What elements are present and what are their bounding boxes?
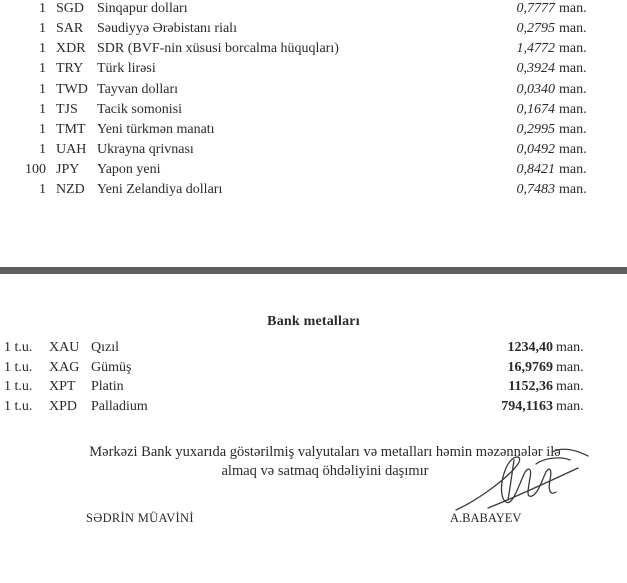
currency-quantity: 1 [39,82,46,97]
currency-name: Ukrayna qrivnası [97,142,194,157]
currency-name: Yeni türkmən manatı [97,122,215,137]
currency-unit: man. [559,162,587,177]
currency-quantity: 1 [39,41,46,56]
currency-name: SDR (BVF-nin xüsusi borcalma hüquqları) [97,41,339,56]
currency-row [0,120,627,140]
currency-quantity: 1 [39,122,46,137]
disclaimer-line-1: Mərkəzi Bank yuxarıda göstərilmiş valyutaları və metalları həmin məzənnələr ilə [89,444,561,460]
metal-unit: man. [556,379,584,394]
currency-name: Sinqapur dolları [97,1,188,16]
currency-name: Tayvan dolları [97,82,179,97]
page-divider [0,267,627,274]
currency-quantity: 1 [39,61,46,76]
currency-unit: man. [559,122,587,137]
currency-row [0,80,627,100]
currency-quantity: 1 [39,1,46,16]
currency-code: TWD [56,82,88,97]
currency-rate: 0,2995 [516,122,555,137]
currency-code: UAH [56,142,87,157]
metal-quantity: 1 t.u. [4,340,33,355]
currency-name: Yapon yeni [97,162,161,177]
currency-unit: man. [559,82,587,97]
currency-rate: 1,4772 [516,41,555,56]
metal-unit: man. [556,340,584,355]
currency-quantity: 1 [39,142,46,157]
currency-rate: 0,1674 [516,102,555,117]
currency-unit: man. [559,41,587,56]
currency-code: JPY [56,162,80,177]
currency-code: SGD [56,1,85,16]
currency-row [0,19,627,39]
metal-row [0,377,627,397]
currency-quantity: 1 [39,182,46,197]
metal-quantity: 1 t.u. [4,399,33,414]
currency-unit: man. [559,1,587,16]
currency-code: TMT [56,122,86,137]
currency-code: NZD [56,182,85,197]
metal-rate: 1234,40 [507,340,553,355]
metal-rate: 794,1163 [501,399,553,414]
currency-rate: 0,8421 [516,162,555,177]
currency-quantity: 1 [39,21,46,36]
currency-rate: 0,7483 [516,182,555,197]
currency-code: TJS [56,102,78,117]
metal-row [0,358,627,378]
currency-unit: man. [559,21,587,36]
currency-name: Tacik somonisi [97,102,182,117]
currency-rate: 0,2795 [516,21,555,36]
currency-row [0,140,627,160]
currency-rate: 0,7777 [516,1,555,16]
metal-quantity: 1 t.u. [4,379,33,394]
currency-row [0,59,627,79]
metal-code: XPT [49,379,76,394]
metal-row [0,397,627,417]
currency-unit: man. [559,102,587,117]
metal-name: Qızıl [91,340,119,355]
metals-section-title: Bank metalları [267,314,360,329]
disclaimer-line-2: almaq və satmaq öhdəliyini daşımır [221,463,429,479]
metal-rate: 1152,36 [508,379,553,394]
currency-name: Yeni Zelandiya dolları [97,182,223,197]
signer-title: SƏDRİN MÜAVİNİ [86,511,194,525]
metal-unit: man. [556,399,584,414]
currency-unit: man. [559,182,587,197]
currency-unit: man. [559,61,587,76]
metal-code: XPD [49,399,78,414]
currency-code: SAR [56,21,84,36]
currency-name: Səudiyyə Ərəbistanı rialı [97,21,237,36]
metal-name: Palladium [91,399,148,414]
currency-code: XDR [56,41,86,56]
signer-name: A.BABAYEV [450,511,522,525]
currency-row [0,0,627,19]
currency-row [0,39,627,59]
currency-rate: 0,0340 [516,82,555,97]
metal-name: Platin [91,379,124,394]
metal-rate: 16,9769 [507,360,553,375]
currency-row [0,160,627,180]
currency-rate: 0,3924 [516,61,555,76]
metal-name: Gümüş [91,360,132,375]
currency-row [0,100,627,120]
currency-name: Türk lirəsi [97,61,156,76]
currency-quantity: 1 [39,102,46,117]
metal-row [0,338,627,358]
metal-quantity: 1 t.u. [4,360,33,375]
currency-rate: 0,0492 [516,142,555,157]
currency-unit: man. [559,142,587,157]
currency-code: TRY [56,61,84,76]
metal-code: XAG [49,360,80,375]
handwritten-signature-icon [448,438,596,514]
currency-quantity: 100 [25,162,46,177]
metal-code: XAU [49,340,80,355]
currency-row [0,180,627,200]
metal-unit: man. [556,360,584,375]
